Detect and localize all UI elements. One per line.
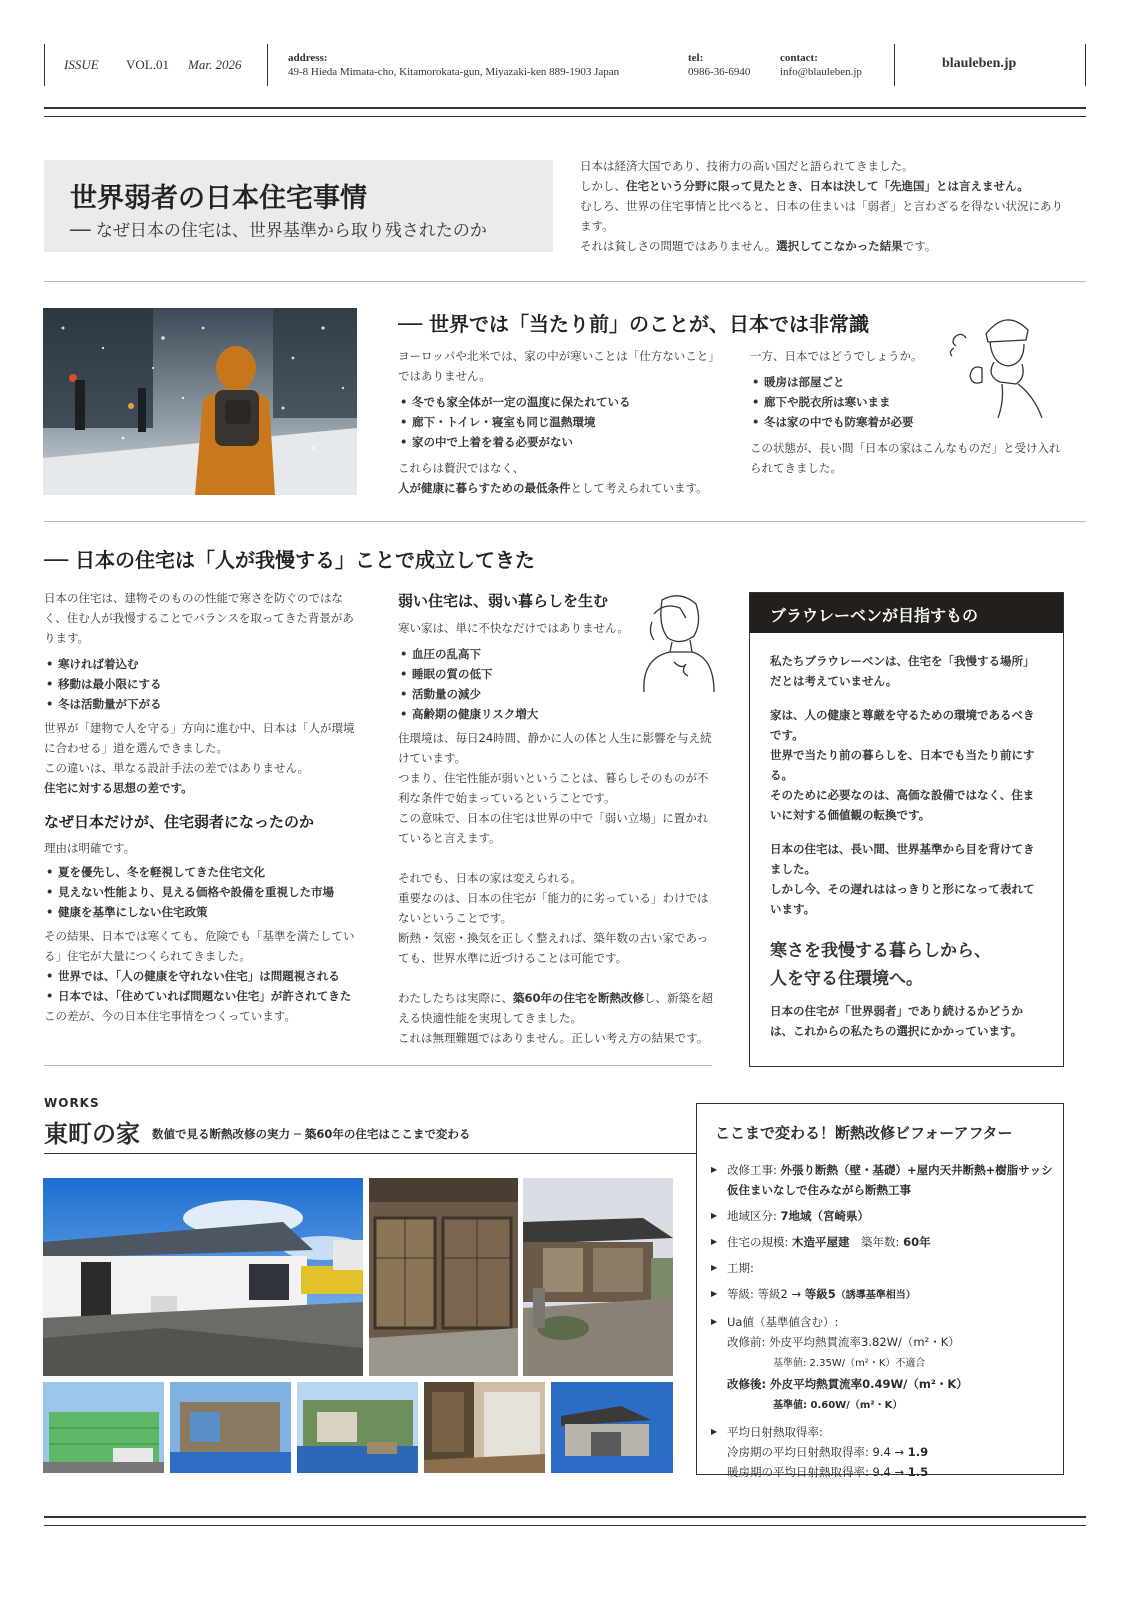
site-link[interactable]: blauleben.jp [942,56,1017,71]
spec-item-ua: ▶ Ua値（基準値含む）: [711,1312,1057,1332]
section-divider [44,1065,712,1066]
list-item: • 夏を優先し、冬を軽視してきた住宅文化 [44,862,360,882]
paragraph: 日本の住宅が「世界弱者」であり続けるかどうかは、これからの私たちの選択にかかっています。 [770,1004,1023,1038]
after-exterior-photo [43,1178,363,1376]
tel-number[interactable]: 0986-36-6940 [688,66,751,78]
paragraph: 理由は明確です。 [44,841,136,855]
paragraph: 住環境は、毎日24時間、静かに人の体と人生に影響を与え続けています。 [398,731,712,765]
issue-date: Mar. 2026 [188,57,242,72]
intro-text [580,156,1070,256]
list-item: • 寒ければ着込む [44,654,360,674]
list-item: • 冬は活動量が下がる [44,694,360,714]
paragraph: 世界が「建物で人を守る」方向に進む中、日本は「人が環境に合わせる」道を選んできました。 [44,721,355,755]
paragraph: しかし今、その遅れははっきりと形になって表れています。 [770,882,1035,916]
solar-heating: 暖房期の平均日射熱取得率: 9.4 → 1.5 [727,1465,929,1479]
list-item: • 日本では、「住めていれば問題ない住宅」が許されてきた [44,986,360,1006]
japan-intro: 一方、日本ではどうでしょうか。 [750,349,923,363]
mission-box [749,592,1064,1067]
address-label: address: [288,52,328,64]
endure-column [44,588,360,1026]
section-heading-world: ── 世界では「当たり前」のことが、日本では非常識 [398,312,870,336]
paragraph: この差が、今の日本住宅事情をつくっています。 [44,1009,296,1023]
construction-photo [170,1382,291,1473]
construction-photo [43,1382,164,1473]
paragraph: この違いは、単なる設計手法の差ではありません。 [44,761,310,775]
spec-item-work: ▶ 改修工事: 外張り断熱（壁・基礎）+屋内天井断熱+樹脂サッシ 仮住まいなしで住みながら断熱工事 [711,1160,1057,1200]
page-subtitle: ── なぜ日本の住宅は、世界基準から取り残されたのか [70,221,487,241]
spec-item-solar: ▶ 平均日射熱取得率: [711,1422,1057,1442]
mission-box-body [750,633,1063,1041]
paragraph: その結果、日本では寒くても、危険でも「基準を満たしている」住宅が大量につくられてきました。 [44,929,355,963]
paragraph: これは無理難題ではありません。正しい考え方の結果です。 [398,1031,709,1045]
before-entrance-photo [369,1178,518,1376]
intro-line: それは貧しさの問題ではありません。選択してこなかった結果です。 [580,239,937,253]
section-heading-endure: ── 日本の住宅は「人が我慢する」ことで成立してきた [44,548,536,572]
ua-before-standard: 基準値: 2.35W/（m²・K）不適合 [773,1358,926,1369]
spec-item-grade: ▶ 等級: 等級2 → 等級5（誘導基準相当） [711,1284,1057,1306]
ua-after-standard: 基準値: 0.60W/（m²・K） [773,1400,903,1411]
list-item: • 廊下・トイレ・寝室も同じ温熱環境 [398,412,716,432]
spec-item-region: ▶ 地域区分: 7地域（宮崎県） [711,1206,1057,1226]
before-after-title: ここまで変わる！断熱改修ビフォーアフター [715,1124,1013,1142]
address-text: 49-8 Hieda Mimata-cho, Kitamorokata-gun, Miyazaki-ken 889-1903 Japan [288,66,620,78]
list-item: • 暖房は部屋ごと [750,372,1068,392]
mission-box-title: ブラウレーベンが目指すもの [770,606,979,625]
reason-bullet-list [44,862,360,922]
paragraph: わたしたちは実際に、築60年の住宅を断熱改修し、新築を超える快適性能を実現してきました。 [398,991,714,1025]
header-divider [1085,44,1086,86]
paragraph: つまり、住宅性能が弱いということは、暮らしそのものが不利な条件で始まっているということです。 [398,771,709,805]
spec-list [711,1160,1057,1482]
world-column [398,346,716,498]
header-rule [44,107,1086,109]
weak-house-column [398,618,714,1048]
list-item: • 世界では、「人の健康を守れない住宅」は問題視される [44,966,360,986]
japan-bullet-list [750,372,1068,432]
paragraph: 日本の住宅は、長い間、世界基準から目を背けてきました。 [770,842,1035,876]
header-divider [267,44,268,86]
paragraph: 世界で当たり前の暮らしを、日本でも当たり前にする。 [770,748,1035,782]
health-risk-list [398,644,714,724]
contact-email[interactable]: info@blauleben.jp [780,66,862,78]
world-outro: 人が健康に暮らすための最低条件として考えられています。 [398,481,708,495]
contrast-bullet-list [44,966,360,1006]
world-bullet-list [398,392,716,452]
paragraph: 寒い家は、単に不快なだけではありません。 [398,621,629,635]
paragraph: そのために必要なのは、高価な設備ではなく、住まいに対する価値観の転換です。 [770,788,1035,822]
volume-label: VOL.01 [126,57,169,72]
list-item: • 廊下や脱衣所は寒いまま [750,392,1068,412]
header-divider [894,44,895,86]
endure-bullet-list [44,654,360,714]
slogan-line: 人を守る住環境へ。 [770,969,923,989]
construction-photo [297,1382,418,1473]
subheading-weak-house: 弱い住宅は、弱い暮らしを生む [398,592,609,610]
subheading-why-japan: なぜ日本だけが、住宅弱者になったのか [44,813,315,831]
footer-rule [44,1516,1086,1518]
works-label: WORKS [44,1096,100,1110]
before-after-box [696,1103,1064,1479]
list-item: • 冬は家の中でも防寒着が必要 [750,412,1068,432]
spec-item-period: ▶ 工期: [711,1258,1057,1278]
issue-label: ISSUE [64,57,99,72]
paragraph: 住宅に対する思想の差です。 [44,781,193,795]
page-title: 世界弱者の日本住宅事情 [70,183,367,214]
spec-item-scale: ▶ 住宅の規模: 木造平屋建 築年数: 60年 [711,1232,1057,1252]
world-intro: ヨーロッパや北米では、家の中が寒いことは「仕方ないこと」ではありません。 [398,349,715,383]
contact-label: contact: [780,52,818,64]
list-item: • 見えない性能より、見える価格や設備を重視した市場 [44,882,360,902]
tel-label: tel: [688,52,704,64]
header-rule [44,116,1086,117]
mission-slogan [770,937,1045,993]
japan-column [750,346,1068,478]
world-outro: これらは贅沢ではなく、 [398,461,525,475]
list-item: • 活動量の減少 [398,684,714,704]
list-item: • 血圧の乱高下 [398,644,714,664]
works-title: 東町の家 [44,1119,140,1148]
slogan-line: 寒さを我慢する暮らしから、 [770,941,991,961]
section-divider [44,521,1086,522]
list-item: • 睡眠の質の低下 [398,664,714,684]
ua-before: 改修前: 外皮平均熱貫流率3.82W/（m²・K） [727,1335,960,1349]
paragraph: 断熱・気密・換気を正しく整えれば、築年数の古い家であっても、世界水準に近づけることは可能です。 [398,931,709,965]
list-item: • 健康を基準にしない住宅政策 [44,902,360,922]
list-item: • 家の中で上着を着る必要がない [398,432,716,452]
paragraph: 日本の住宅は、建物そのものの性能で寒さを防ぐのではなく、住む人が我慢することでバランスを取ってきた背景があります。 [44,591,354,645]
section-divider [44,281,1086,282]
interior-photo [424,1382,545,1473]
exterior-photo [551,1382,673,1473]
solar-cooling: 冷房期の平均日射熱取得率: 9.4 → 1.9 [727,1445,929,1459]
list-item: • 移動は最小限にする [44,674,360,694]
paragraph: それでも、日本の家は変えられる。 [398,871,582,885]
paragraph: 私たちブラウレーベンは、住宅を「我慢する場所」だとは考えていません。 [770,654,1035,688]
japan-outro: この状態が、長い間「日本の家はこんなものだ」と受け入れられてきました。 [750,441,1061,475]
before-garden-photo [523,1178,673,1376]
paragraph: 家は、人の健康と尊厳を守るための環境であるべきです。 [770,708,1035,742]
ua-after: 改修後: 外皮平均熱貫流率0.49W/（m²・K） [727,1377,968,1391]
list-item: • 高齢期の健康リスク増大 [398,704,714,724]
works-rule [44,1153,696,1154]
paragraph: 重要なのは、日本の住宅が「能力的に劣っている」わけではないということです。 [398,891,709,925]
snow-walker-photo [43,308,357,495]
paragraph: この意味で、日本の住宅は世界の中で「弱い立場」に置かれていると言えます。 [398,811,709,845]
intro-line: むしろ、世界の住宅事情と比べると、日本の住まいは「弱者」と言わざるを得ない状況にあります。 [580,199,1063,233]
footer-rule [44,1525,1086,1526]
list-item: • 冬でも家全体が一定の温度に保たれている [398,392,716,412]
header-divider [44,44,45,86]
intro-line: 日本は経済大国であり、技術力の高い国だと語られてきました。 [580,159,914,173]
title-block [44,160,553,252]
intro-line: しかし、住宅という分野に限って見たとき、日本は決して「先進国」とは言えません。 [580,179,1029,193]
mission-box-header [750,593,1063,633]
works-subtitle: 数値で見る断熱改修の実力 ─ 築60年の住宅はここまで変わる [152,1127,471,1141]
